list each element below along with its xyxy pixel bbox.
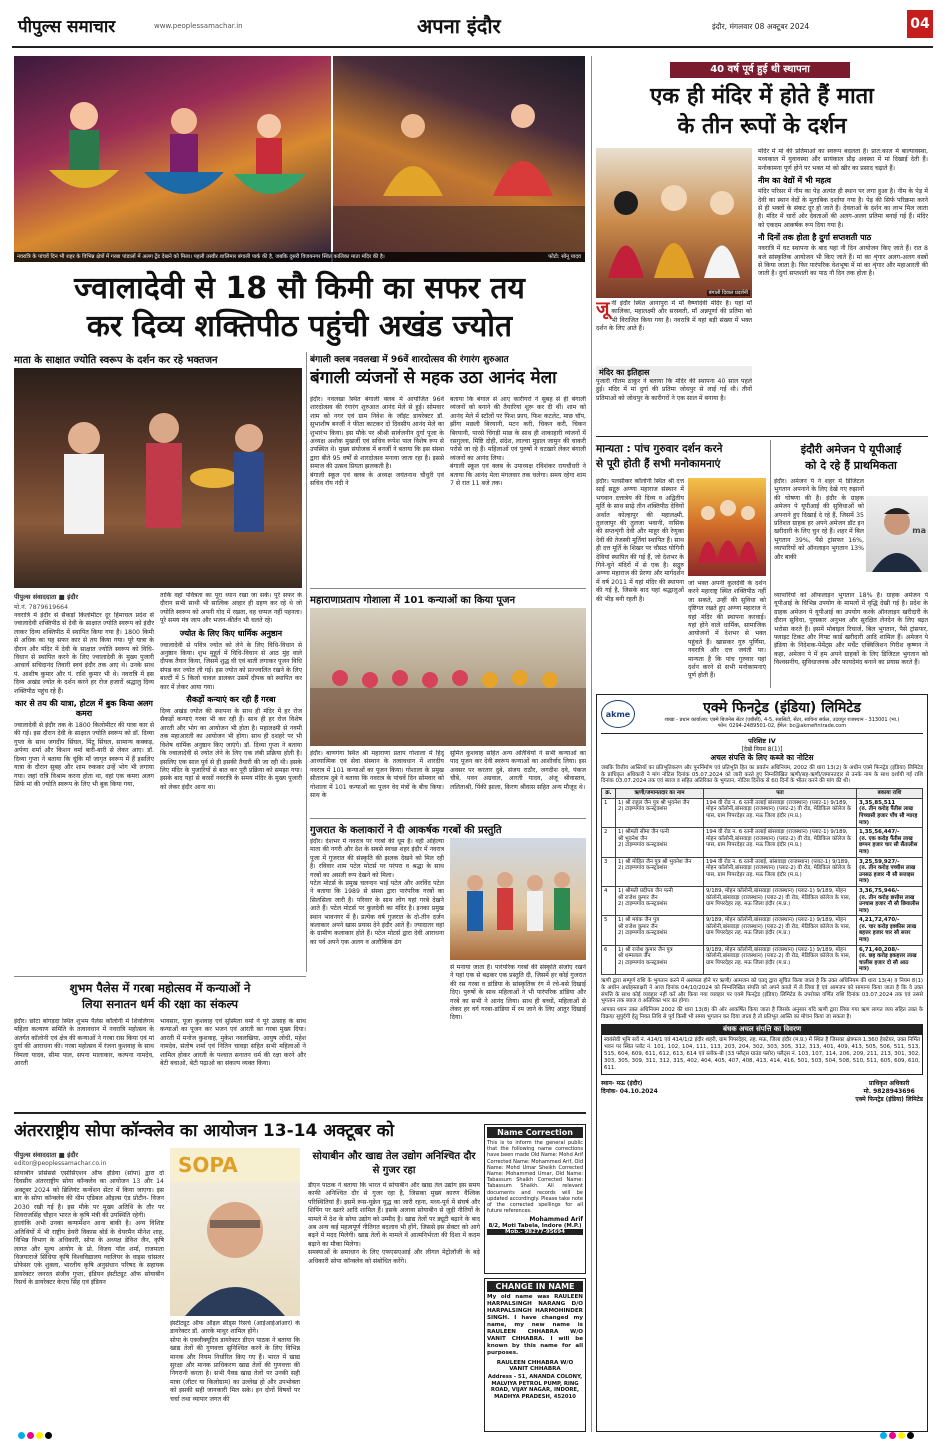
change-name-address: Address - 51, ANANDA COLONY, MALVIYA PETROL PUMP, RING ROAD, VIJAY NAGAR, INDORE, MADHYA PRADESH, 452010 <box>487 1374 583 1400</box>
bengali-kicker: बंगाली क्लब नवलखा में 96वें शारदोत्सव की रंगारंग शुरुआत <box>310 355 509 365</box>
left-col-divider <box>306 352 307 972</box>
table-header-amount: बकाया राशि <box>857 789 923 799</box>
jwala-sub2: ज्योत के लिए किए धार्मिक अनुष्ठान <box>179 628 283 638</box>
shubham-col2: भावसार, पूजा कुशवाह एवं सुस्मिता वर्मा ने पूरे उत्साह के साथ कन्याओं का पूजन कर भजन एवं आरती का गरबा मुख्य दिया। आरती में मनोज कुशवाह, मुकेश नवलखिया, आयुष लोधी, महेश नामदेव, संतोष शर्मा एवं नितिन चावड़ा सहित सभी महिलाओं ने शामिल होकर आरती के पश्चात सनातन धर्म की रक्षा करने और बेटी बचाओ, बेटी पढ़ाओ का संकल्प व्यक्त किया। <box>160 1018 306 1068</box>
notice-para2: आपका ध्यान उक्त अधिनियम 2002 की धारा 13(8) की ओर आकर्षित किया जाता है जिसके अनुसार यदि ऋणी द्वारा लिया गया ऋण लागत व्यय सहित उक्त के विक्रय/ सुपुर्दगी हेतु नियत तिथि से पूर्व किसी भी समय भुगतान कर दिया जाता है तो प्रतिभूत आस्ति का मोचन किया जा सकता है। <box>601 1007 923 1021</box>
main-headline-line2: कर दिव्य शक्तिपीठ पहुंची अखंड ज्योत <box>86 309 513 344</box>
bengali-col1: इंदौर। नवलखा स्थित बंगाली क्लब में आयोजित 96वें शारदोत्सव की रंगारंग शुरुआत आनंद मेले से हुई। सोमवार शाम को नगर एवं ग्राम निवेश के जॉइंट डायरेक्टर डॉ. सुभाशीष बनर्जी ने फीता काटकर दो दिवसीय आनंद मेले का शुभारंभ किया। इस मौके पर श्रीश्री सार्वजनीन दुर्गा पूजा के अध्यक्ष अशोक मुखर्जी एवं सचिव रूपेश पाल विशेष रूप से उपस्थित थे। मुख्य संयोजक में बनर्जी ने बताया कि इस संस्था द्वारा बीते 95 वर्षों से शारदोत्सव मनाया जाता रहा है। इससे समाज की उत्सव प्रियता झलकती है। बंगाली स्कूल एवं क्लब के अध्यक्ष जयंतनाथ चौधुरी एवं सचिव रॉय नंदी ने <box>310 396 444 488</box>
row-number: 3 <box>602 857 616 886</box>
sopa-photo <box>170 1148 300 1316</box>
table-row <box>602 886 923 915</box>
name-correction-mobile: Mob.- 98277-95694 <box>487 1229 583 1235</box>
outstanding-amount: 3,35,85,511 (रु. तीन करोड़ पैंतीस लाख पिच्चासी हजार पाँच सौ ग्यारह मात्र) <box>857 798 923 827</box>
shubham-rule <box>14 976 306 977</box>
masthead-rule <box>12 46 933 48</box>
possession-notice <box>596 694 928 1432</box>
thursday-headline-line1: मान्यता : पांच गुरुवार दर्शन करने <box>596 443 723 455</box>
change-name-title: CHANGE IN NAME <box>487 1281 583 1292</box>
dateline: इंदौर, मंगलवार 08 अक्टूबर 2024 <box>712 22 810 31</box>
borrowers-table <box>601 788 923 975</box>
notice-company: एक्मे फिनट्रेड (इंडिया) लिमिटेड <box>703 700 861 716</box>
thursday-headline-line2: से पूरी होती हैं सभी मनोकामनाएं <box>596 458 721 470</box>
notice-auth: प्राधिकृत अधिकारी <box>869 1079 910 1087</box>
temple-headline-line1: एक ही मंदिर में होते हैं माता <box>650 84 874 109</box>
upi-photo-tag: ma <box>912 526 926 535</box>
thursday-rule <box>596 436 928 437</box>
jwala-col1: नवरात्रि में इंदौर से सैकड़ों किलोमीटर दूर हिमाचल प्रदेश से ज्वालादेवी शक्तिपीठ से देवी के साक्षात ज्योति स्वरूप को इंदौर लाकर दिव्य शक्तिपीठ में स्थापित किया गया है। 1800 किमी से अधिक का यह सफर कार से तय किया गया। पूरे यात्रा के दौरान और मंदिर में देवी के साक्षात ज्योति स्वरूप को विधि-विधान से स्थापित करने के लिए ज्वालादेवी के मुख्य पुजारी आचार्य सचिदानंद तिवारी स्वयं इंदौर तक आए थे। उनके साथ पं. आशीष कुमार और पं. राशि कुमार भी थे। नवरात्रि में इस दिव्य अखंड ज्योत के दर्शन करने हर रोज हजारों श्रद्धालु दिव्य शक्तिपीठ पहुंच रहे हैं। कार से तय की यात्रा, होटल में बुक किया अलग कमरा ज्वालादेवी से इंदौर तक के 1800 किलोमीटर की यात्रा कार से की गई। इस दौरान देवी के साक्षात ज्योति स्वरूप को डॉ. दिव्या गुप्ता के साथ जगदीप सिंघल, मिंटू सिंघल, सामान्य कक्कड़, अर्पणा शर्मा और किशन वर्मा बारी-बारी से लेकर आए। डॉ. दिव्या गुप्ता ने बताया कि चूंकि माँ जागृत स्वरूप में हैं इसलिए यात्रा के दौरान सुबह और शाम रुककर उन्हें भोग भी लगाया गया। जहां रात्रि विश्राम करना होता था, वहां एक कमरा अलग सिर्फ मां की ज्योति स्वरूप के लिए भी बुक किया गया, <box>14 612 154 788</box>
temple-history: पुजारी गौतम ठाकुर ने बताया कि मंदिर की स्थापना 40 साल पहले हुई। मंदिर में मां दुर्गा की प्रतिमा जोधपुर से लाई गई थी। तीनों प्रतिमाओं को जोधपुर के कारीगरों ने एक साल में बनाया है। <box>596 378 752 402</box>
change-name-signer: RAULEEN CHHABRA W/O VANIT CHHABRA <box>496 1360 574 1372</box>
borrower-address: 9/189, मोहन कॉलोनी,बांसवाड़ा (राजस्थान) (प्लाट-1) 9/189, मोहन कॉलोनी,बांसवाड़ा (राजस्थान) (प्लाट-2) वी रोड, मेडिकिल कॉलेज के पास, ग्राम पिपरदेहर तह. मऊ जिला इंदौर (म.प्र.) <box>704 945 857 974</box>
bengali-col2: बताया कि बंगाल से आए कारीगरों ने सुबह से ही बंगाली व्यंजनों को बनाने की तैयारियां शुरू कर दी थीं। शाम को आनंद मेले में स्टॉलों पर फिश फ्राय, फिश कटलेट, माछ चॉप, झींगा मछली बिरयानी, मटन करी, चिकन करी, चिकन बिरयानी, पारसे चिंगड़ी माछ के साथ ही शाकाहारी व्यंजनों में रसगुल्ला, मिष्टि दोही, संदेश, लाल्चा मुड़ाल जामुन की चाकरी परोसे जा रहे हैं। महिलाओं एवं पुरुषों ने चटखारे लेकर बंगाली व्यंजनों का आनंद लिया। बंगाली स्कूल एवं क्लब के उपाध्यक्ष रविशंकर रायचौधरी ने बताया कि आनंद मेला मंगलवार तक चलेगा। समय रहेगा शाम 7 से रात 11 बजे तक। <box>450 396 586 488</box>
website-url[interactable]: www.peoplessamachar.in <box>154 22 243 30</box>
notice-auth-company: एक्मे फिनट्रेड (इंडिया) लिमिटेड <box>855 1095 923 1103</box>
garba-photo-left <box>14 56 331 262</box>
notice-auth-mobile: मो. 9828943696 <box>863 1087 915 1095</box>
temple-photo <box>596 148 752 298</box>
temple-sub-neem: नीम का वेद्यों में भी महत्व <box>758 176 832 186</box>
sopa-col3: डीएन पाठक ने बताया कि भारत में सोयाबीन और खाद्य तेल उद्योग इस समय काफी अनिश्चित दौर से गुजर रहा है, जिसका मुख्य कारण वैश्विक परिस्थितियां हैं। इसमें रूस-यूक्रेन युद्ध का जारी रहना, मध्य-पूर्व में संघर्ष और शिपिंग पर खतरे आदि शामिल हैं। इसके अलावा सोयाबीन से जुड़ी नीतियों के मामले में देश के सोया उद्योग को उम्मीद है। खाद्य तेलों पर ड्यूटी बढ़ाने के बाद अब अन्य कई महत्वपूर्ण नीतिगत बदलाव भी होंगे, जिससे इस सेक्टर को आगे बढ़ने में मदद मिलेगी। खाद्य तेलों के मामले में आत्मनिर्भरता की दिशा में कदम बढ़ाने का मौका मिलेगा। समस्याओं के समाधान के लिए एफएसएआई और लीगल मेट्रोलॉजी के बड़े अधिकारी सोपा कॉन्क्लेव को संबोधित करेंगे। <box>308 1182 480 1265</box>
upi-col2: व्यापारियों को ऑफलाइन भुगतान 18% है। ग्राहक अमेजन पे यूपीआई के विभिन्न उपयोग के मामलों में वृद्धि देखी गई है। प्रदेश के ग्राहक अमेजन पे यूपीआई का उपयोग करके ऑनलाइन खरीदारी के दौरान सुविधा, पुरस्कार अनुभव और सुरक्षित लेनदेन के लिए बढ़त भरोसा करते हैं। इसमें मोबाइल रिचार्ज, बिल भुगतान, पैसे ट्रांसफर, फ्लाइट टिकट और गिफ्ट कार्ड खरीदारी आदि शामिल हैं। अमेजन पे इंडिया के निदेशक-पेमेंट्स और मर्चेंट एक्विजिशन गिरीश कृष्णन ने कहा, अमेजन पे में हम अपने ग्राहकों के लिए डिजिटल भुगतान को विश्वसनीय, सुविधाजनक और फायदेमंद बनाने का प्रयास करते हैं। <box>774 592 928 667</box>
sopa-byline: पीपुल्स संवाददाता ■ इंदौर <box>14 1151 79 1159</box>
temple-drop-cap: जू <box>596 300 610 319</box>
notice-title: अचल संपत्ति के लिए कब्जे का नोटिस <box>710 752 814 762</box>
table-row <box>602 857 923 886</box>
outstanding-amount: 4,21,72,470/- (रु. चार करोड़ इक्कीस लाख बहत्तर हजार चार सौ सत्तर मात्र) <box>857 916 923 945</box>
row-number: 6 <box>602 945 616 974</box>
notice-intro: जबकि वित्तीय आस्तियों का प्रतिभूतिकरण और पुनर्निर्माण एवं प्रतिभूति हित का प्रवर्तन अधिनियम, 2002 की धारा 13(2) के अधीन एक्मे फिनट्रेड (इंडिया) लिमिटेड के प्राधिकृत अधिकारी ने मांग नोटिस दिनांक 05.07.2024 को जारी करते हुए निम्नलिखित ऋणी/सह-ऋणी/जमानतदार से उनके नाम के साथ दर्शायी गई राशि दिनांक 03.07.2024 तक एवं ब्याज व सहित अतिरिक्त के भुगतान, नोटिस दिनांक से 60 दिनों के भीतर करने की मांग की थी। <box>601 764 923 785</box>
notice-office: शाखा - प्रधान कार्यालय: एक्मे बिजनेस सेंटर (एबीसी), 4-5, सबसिटी, सेंटर, साविना सर्कल, उदयपुर राजस्थान - 313001 (भा.) <box>664 717 900 723</box>
sopa-rule <box>14 1112 586 1114</box>
temple-intro: जू नी इंदौर स्थित आनापुरा में माँ वैष्णोदेवी मंदिर है। यहां माँ कालिका, महालक्ष्मी और सरस्वती, माँ अन्नपूर्णा की प्रतिमा को भी विराजित किया गया है। नवरात्रि में यहां बड़ी संख्या में भक्त दर्शन के लिए आते हैं। <box>596 300 752 333</box>
photo-credit: फोटो: सोनू यादव <box>548 254 581 260</box>
name-correction-body: This is to inform the general public that the following name corrections have been made Old Name: Mohd Arif Corrected Name: Mohammed Arif, Old Name: Mohd Umar Sheikh Corrected Name: Mohammed Umar, Old Name: Tabassum Shaikh Corrected Name: Tabassum Shaikh. All relevant documents and records will be updated accordingly. Please take note of the corrected spellings for all future references. <box>487 1140 583 1215</box>
sopa-director-portrait <box>170 1148 300 1316</box>
notice-place: स्थान- मऊ (इंदौर) <box>601 1079 643 1087</box>
registration-marks-left <box>18 1432 52 1442</box>
borrower-name: 1) श्री राहुल जैन पुत्र श्री भुवनेश जैन 2) टाइम्पगांव कन्स्ट्रक्शंस <box>616 798 704 827</box>
jwala-ceremony-illustration <box>14 368 302 588</box>
kanya-pujan-illustration <box>310 608 586 746</box>
upi-headline <box>774 442 928 474</box>
upi-photo <box>866 496 928 572</box>
thursday-headline <box>596 442 766 472</box>
outstanding-amount: 1,35,56,447/- (रु. एक करोड़ पैंतीस लाख छप्पन हजार चार सौ सैंतालीस मात्र) <box>857 828 923 857</box>
goshala-rule <box>310 588 586 589</box>
gujarat-col2: से मनाया जाता है। पारंपरिक गरबों की संस्कृति संजोए रखने ने यहां एक से बढ़कर एक प्रस्तुति दी, जिसमें हर कोई गुजरात की रस गरबा व डांडिया के सांस्कृतिक रंग में रचे-बसे दिखाई दिए। पुरुषों के साथ महिलाओं ने भी पारंपरिक डांडिया और गरबे का सभी ने आनंद लिया। साथ ही बच्चों, महिलाओं से लेकर हर वर्ग गरबा-डांडिया में रम जाने के लिए आतुर दिखाई दिया। <box>450 964 586 1022</box>
garba-dancers-illustration <box>14 56 331 262</box>
name-correction-signer: Mohammed Arif <box>529 1216 583 1224</box>
notice-date: दिनांक- 04.10.2024 <box>601 1087 658 1095</box>
borrower-address: 9/189, मोहन कॉलोनी,बांसवाड़ा (राजस्थान) (प्लाट-1) 9/189, मोहन कॉलोनी,बांसवाड़ा (राजस्थान) (प्लाट-2) वी रोड, मेडिकिल कॉलेज के पास, ग्राम पिपरदेहर तह. मऊ जिला इंदौर (म.प्र.) <box>704 916 857 945</box>
gujarat-headline: गुजरात के कलाकारों ने दी आकर्षक गरबों की प्रस्तुति <box>310 825 502 836</box>
garba-photo-right <box>333 56 585 262</box>
jwala-col2: ताकि वहां पवित्रता का पूरा ध्यान रखा जा सके। पूरे सफर के दौरान सभी साथी भी सात्विक आहार ही ग्रहण कर रहे थे जो ज्योति स्वरूप को अपनी गोद में रखता, वह चप्पल नहीं पहनता। पूरे समय मंत्र जाप और भजन-कीर्तन भी चलते रहे। ज्योत के लिए किए धार्मिक अनुष्ठान ज्वालादेवी से पवित्र ज्योत को लेने के लिए विधि-विधान से अनुष्ठान किया। शुभ मुहूर्त में विधि-विधान से आठ मुंह वाले दीपक तैयार किया, जिसमें शुद्ध घी एवं बाती लगाकर पूजन विधि संपन्न कर ज्योत ली गई। इस ज्योत को प्रज्ज्वलित रखने के लिए बाल्टी में 5 किलो चावल डालकर उसमें दीपक को स्थापित कर कार में लेकर आया गया। सैकड़ों कन्याएं कर रही हैं गरबा दिव्य अखंड ज्योत की स्थापना के साथ ही मंदिर में हर रोज सैकड़ों कन्याएं गरबा भी कर रही हैं। साथ ही हर रोज विशेष आरती और भोग का आयोजन भी होता है। महालक्ष्मी से नवमी तक महाआरती का आयोजन भी होगा। साथ ही दशहरे पर भी विशेष धार्मिक अनुष्ठान किए जाएंगे। डॉ. दिव्या गुप्ता ने बताया कि ज्वालादेवी से ज्योत लेने के लिए एक लंबी प्रक्रिया होती है। इसलिए एक साल पूर्व से ही इसकी तैयारी की जा रही थी। इसके लिए मंदिर के पुजारियों से बात कर पूरी प्रक्रिया को समझा गया। इसके बाद यहां से बरसों नवरात्रि के समय मंदिर के मुख्य पुजारी को लेकर इंदौर आना था। <box>160 592 302 791</box>
brand-logo: पीपुल्स समाचार <box>18 17 116 37</box>
temple-kicker: 40 वर्ष पूर्व हुई थी स्थापना <box>670 62 850 78</box>
outstanding-amount: 3,25,59,927/- (रु. तीन करोड़ पच्चीस लाख उनसठ हजार नौ सौ सत्ताइस मात्र) <box>857 857 923 886</box>
photo-caption-bar <box>14 252 585 262</box>
three-goddess-idols-illustration <box>596 148 752 298</box>
change-name-box <box>484 1278 586 1432</box>
temple-headline <box>596 82 928 142</box>
shubham-headline-line1: शुभम पैलेस में गरबा महोत्सव में कन्याओं ने <box>69 981 251 995</box>
thursday-col2: जो भक्त अपनी कुलदेवी के दर्शन करने महाराष्ट्र स्थित शक्तिपीठ नहीं जा सकते, उन्हीं की सुविधा को दृष्टिगत रखते हुए अण्णा महाराज ने यहां मंदिर की स्थापना करवाई। यहां होने वाले धार्मिक, सामाजिक आयोजनों में देशभर से भक्त पहुंचते हैं। खासकर गुरु पूर्णिमा, नवरात्रि और दत्त जयंती पर। मान्यता है कि पांच गुरुवार यहां दर्शन करने से सभी मनोकामनाएं पूर्ण होती हैं। <box>688 580 766 680</box>
jwala-photo <box>14 368 302 588</box>
main-headline-line1: ज्वालादेवी से 18 सौ किमी का सफर तय <box>74 271 525 306</box>
thursday-photo <box>688 478 766 576</box>
gujarati-artists-illustration <box>450 838 586 960</box>
registration-marks-right <box>880 1432 914 1442</box>
sopa-email[interactable]: editor@peoplessamachar.co.in <box>14 1160 107 1167</box>
table-header-address: पता <box>704 789 857 799</box>
notice-schedule-title: बंधक अचल संपत्ति का विवरण <box>601 1024 923 1034</box>
sopa-col2: इंस्टीट्यूट ऑफ ऑइल सीड्स रिसर्च (आईआईओआर) के डायरेक्टर डॉ. आरके माथुर शामिल होंगे। सोपा के एक्जीक्यूटिव डायरेक्टर डीएन पाठक ने बताया कि खाद्य तेलों की गुणवत्ता सुनिश्चित करने के लिए विभिन्न मानक और नियम निर्धारित किए गए हैं। भारत में खाद्य सुरक्षा और मानक प्राधिकरण खाद्य तेलों की गुणवत्ता की निगरानी करता है। सभी पैक्ड खाद्य तेलों पर उनकी सही मात्रा (लीटर या किलोग्राम) का उल्लेख हो और उपभोक्ता को इसकी सही जानकारी मिल सके। इन दोनों विषयों पर चर्चा तथा व्यापार जगत की <box>170 1320 300 1403</box>
notice-rule: [देखें नियम 8(1)] <box>741 745 783 753</box>
upi-headline-line2: को दे रहे हैं प्राथमिकता <box>805 459 897 472</box>
goshala-photo <box>310 608 586 746</box>
table-row <box>602 945 923 974</box>
notice-para1: ऋणी द्वारा सम्पूर्ण राशि के भुगतान करने में असफल होने पर ऋणी/ आमजन को एतद् द्वारा सूचित किया जाता है कि उक्त अधिनियम की धारा 13(4) व नियम 8(1) के अधीन अधोहस्ताक्षरी ने आज दिनांक 04/10/2024 को निम्नलिखित संपत्ति को अपने कब्जे में ले लिया है एवं आमजन को सामान्य किया जाता है कि वे उक्त संपत्ति के साथ कोई व्यवहार नहीं करें और किया गया व्यवहार पर एक्मे फिनट्रेड (इंडिया) लिमिटेड के उपरोक्त वर्णित राशि दिनांक 03.07.2024 तक एवं उससे भुगतान तक ब्याज व अतिरिक्त भार का होगा। <box>601 978 923 1005</box>
temple-sub-history: मंदिर का इतिहास <box>596 366 752 379</box>
notice-appendix: परिशिष्ट IV <box>748 736 776 745</box>
shubham-headline-line2: लिया सनातन धर्म की रक्षा का संकल्प <box>81 997 239 1011</box>
notice-schedule: स्वयंसेवी भूमि सर्वे नं. 414/1 एवं 414/1/2 इंदौर शहरी, ग्राम पिपरदेहर, तह. मऊ, जिला इंदौर (म.प्र.) में स्थित है जिसका क्षेत्रफल 1.360 हेक्टेयर, उक्त निर्मित भवन पर स्थित प्लॉट नं. 101, 102, 104, 111, 113, 203, 204, 302, 303, 305, 312, 313, 401, 409, 413, 505, 506, 511, 513, 515, 604, 609, 611, 612, 613, 614 एवं ब्लॉक-बी (33 फ्लैट्स ग्राउंड फ्लोर) फ्लैट्स नं. 103, 107, 114, 206, 209, 211, 213, 301, 302, 303, 305, 309, 311, 312, 315, 402, 404, 405, 407, 408, 413, 414, 416, 501, 503, 504, 508, 510, 511, 605, 609, 610, 611. <box>601 1034 923 1075</box>
outstanding-amount: 3,36,75,946/- (रु. तीन करोड़ छत्तीस लाख उनचास हजार नौ सौ छियालीस मात्र) <box>857 886 923 915</box>
gujarat-col1: इंदौर। देशभर में नवरात्र पर गरबों की धूम है। वहीं अहिल्या माता की नगरी और देश के सबसे स्वच्छ शहर इंदौर में नवरात्र पूजा में गुजरात की संस्कृति की झलक देखने को मिल रही है। रविवार शाम पटेल मोटर्स पर परंपरा व श्रद्धा के साथ गरबों का असली रूप देखने को मिला। पटेल मोटर्स के प्रमुख चलन्दन भाई पटेल और अरविंद पटेल ने बताया कि 1989 से संस्था द्वारा पारंपरिक गरबों का सिलसिला जारी है। परिवार के साथ लोग यहां गरबे देखने आते हैं। पटेल मोटर्स पर कुलदेवी का मंदिर है। इनका प्रमुख स्थान भावनगर में है। प्रत्येक वर्ष गुजरात के दो-तीन दर्जन कलाकार अपने खास प्रयास देने इंदौर आते हैं। ज्यादातर वहां के ग्रामीण कलाकार होते हैं। पटेल मोटर्स द्वारा देवी आराधना का पर्व अपने एक अलग व अलौकिक ढंग <box>310 838 444 946</box>
sopa-col1: सोयाबीन प्रोसेसर्स एसोसिएशन ऑफ इंडिया (सोपा) द्वारा दो दिवसीय अंतरराष्ट्रीय सोया कॉन्क्लेव का आयोजन 13 और 14 अक्टूबर 2024 को ब्रिलियंट कन्वेंशन सेंटर में किया जाएगा। इस बार के सोपा कॉन्क्लेव की थीम एडिबल ऑइल्स एंड प्रोटीन- विजन 2030 रखी गई है। इस मौके पर मुख्य अतिथि के तौर पर शिवराजसिंह चौहान भारत के कृषि मंत्री की उपस्थिति रहेगी। हालांकि अभी उनका कन्फर्मेशन आना बाकी है। अन्य विशिष्ट अतिथियों में भी राष्ट्रीय डेयरी विकास बोर्ड के चेयरमैन मीनेश शाह, विभिन्न विभाग के अधिकारी, सोपा के अध्यक्ष डेविश जैन, कृषि लागत और मूल्य आयोग के प्रो. विजय पॉल शर्मा, राजमाता विजयाराजे सिंधिया कृषि विश्वविद्यालय ग्वालियर के वाइस चांसलर प्रोफेसर एके शुक्ला, भारतीय कृषि अनुसंधान परिषद के सहायक डायरेक्टर जनरल संजीव गुप्ता, इंडियन इंस्टीट्यूट ऑफ सोयाबीन रिसर्च के डायरेक्टर केएच सिंह एवं इंडियन <box>14 1170 164 1287</box>
main-headline <box>14 270 585 346</box>
row-number: 5 <box>602 916 616 945</box>
sopa-subhead: सोयाबीन और खाद्य तेल उद्योग अनिश्चित दौर से गुजर रहा <box>312 1151 476 1176</box>
jwala-byline: पीपुल्स संवाददाता ■ इंदौर <box>14 593 79 601</box>
svg-text:SOPA: SOPA <box>178 1153 238 1177</box>
akme-logo-text: akme <box>605 709 631 719</box>
upi-headline-line1: इंदौरी अमेजन पे यूपीआई <box>800 443 902 456</box>
devi-idols-illustration <box>688 478 766 576</box>
temple-sub-nine: नौ दिनों तक होता है दुर्गा सप्तशती पाठ <box>758 233 872 243</box>
goshala-col2: सुमित कुशवाह सहित अन्य अतिथियों ने सभी कन्याओं का पाद पूजन कर देवी स्वरूप कन्याओं का आशीर्वाद लिया। इस अवसर पर करतार दुबे, संजय राठौर, जगदीश दवे, पंकज चौबे, पवन अग्रवाल, आरती यादव, अंजू श्रीवास्तव, ललिताश्री, पिंकी झाला, किरण श्रीवास सहित अन्य मौजूद थे। <box>450 750 586 791</box>
gujarat-photo <box>450 838 586 960</box>
borrower-name: 1) श्री मोहित जैन पुत्र श्री भुवनेश जैन 2) टाइम्पगांव कन्स्ट्रक्शंस <box>616 857 704 886</box>
goshala-headline: महाराणाप्रताप गोशाला में 101 कन्याओं का किया पूजन <box>310 595 516 606</box>
jwala-subhead: माता के साक्षात ज्योति स्वरूप के दर्शन कर रहे भक्तजन <box>14 355 218 366</box>
outstanding-amount: 6,71,40,208/- (रु. छह करोड़ इकहत्तर लाख चालीस हजार दो सौ आठ मात्र) <box>857 945 923 974</box>
name-correction-box <box>484 1124 586 1274</box>
shubham-col1: इंदौर। छोटा बांगड़दा स्थित शुभम पैलेस कॉलोनी में शिवलिंगम महिला कल्याण समिति के तत्वावधान में नवरात्रि महोत्सव के अंतर्गत कॉलोनी एवं क्षेत्र की कन्याओं ने गरबा रास किया एवं मां दुर्गा की आराधना की। गरबा महोत्सव में रंजना कुशवाह के साथ विमला यादव, सीमा पाल, सपना मालाकार, कल्पना नामदेव, आरती <box>14 1018 154 1068</box>
temple-right-col: मंदिर में मां की प्रतिमाओं का स्वरूप बदलता है। प्रात:काल में बाल्यावस्था, मध्यकाल में युवावस्था और सायंकाल प्रौढ़ अवस्था में मां दिखाई देती हैं। मनोकामना पूर्ण होने पर भक्त मां को खीर का प्रसाद चढ़ाते हैं। नीम का वेद्यों में भी महत्व मंदिर परिसर में नीम का पेड़ अत्यंत ही स्थान पर लगा हुआ है। नीम के पेड़ में देवी का स्थान वेदों के मुताबिक दर्शाया गया है। पेड़ की सिर्फ परिक्रमा करने से ही भक्तों के संकट दूर हो जाते हैं। देवताओं के दर्शन का लाभ मिल जाता है। मंदिर में चारों ओर देवताओं की अलग-अलग प्रतिमा बनाई गई हैं। मंदिर को एकदम आकर्षक रूप दिया गया है। नौ दिनों तक होता है दुर्गा सप्तशती पाठ नवरात्रि में घट स्थापना के बाद यहां नौ दिन आयोजन किए जाते हैं। रात 8 बजे सांस्कृतिक आयोजन भी किए जाते हैं। मां का शृंगार अलग-अलग वस्त्रों से किया जाता है। फिर पारंपरिक वेशभूषा में मां का शृंगार और महाआरती की जाती है। दुर्गा सप्तशती का पाठ नौ दिन तक होता है। <box>758 148 928 278</box>
borrower-name: 1) श्रीमती प्रदीप्ता जैन पत्नी श्री राजेश कुमार जैन 2) टाइम्पगांव कन्स्ट्रक्शंस <box>616 886 704 915</box>
goshala-col1: इंदौर। बाणगंगा स्थित श्री महाराणा प्रताप गोशाला में हिंदू आध्यात्मिक एवं सेवा संस्थान के तत्वावधान में शारदीय नवरात्र में 101 कन्याओं का पूजन किया। गोशाला के प्रमुख सीताराम दुबे ने बताया कि नवरात्र के पांचवें दिन सोमवार को गोशाला में 101 कन्याओं का पूजन वेद मंत्रों के बीच किया। साथ के <box>310 750 444 800</box>
shubham-headline <box>14 980 306 1012</box>
thursday-col1: इंदौर। पलसीकर कॉलोनी स्थित श्री दत्त साईं सद्गुरु अण्णा महाराज संस्थान में भगवान दत्तात्रेय की दिव्य व अद्वितीय मूर्ति के साथ साढ़े तीन शक्तिपीठ देवियों अर्थात कोल्हापुर की महालक्ष्मी, तुलजापुर की तुलजा भवानी, नासिक की सप्तशृंगी देवी और माहूर की रेणुका देवी की तेजस्वी मूर्तियां स्थापित हैं। साथ ही दत्त मूर्ति के शिखर पर चौसठ योगिनी देवियां स्थापित की गई हैं, जो देशभर के गिने-चुने मंदिरों में से एक है। सद्गुरु अण्णा महाराज की प्रेरणा और मार्गदर्शन में वर्ष 2011 में यहां मंदिर की स्थापना की गई है, जिसके बाद यहां श्रद्धालुओं की भीड़ बनी रहती है। <box>596 478 684 603</box>
table-row <box>602 916 923 945</box>
main-col-divider <box>591 56 592 1432</box>
akme-logo <box>601 700 635 728</box>
borrower-address: 194 वी रोड न. 6 रतनी तलाई, बांसवाड़ा (राजस्थान) (प्लाट-1) 9/189, मोहन कॉलोनी,बांसवाड़ा (राजस्थान) (प्लाट-2) वी रोड, मेडिकिल कॉलेज के पास, ग्राम पिपरदेहर तह. मऊ जिला इंदौर (म.प्र.) <box>704 857 857 886</box>
table-row <box>602 798 923 827</box>
gujarat-rule <box>310 818 586 819</box>
borrower-name: 1) श्रीमती सीमा जैन पत्नी श्री भुवनेश जैन 2) टाइम्पगांव कन्स्ट्रक्शंस <box>616 828 704 857</box>
borrower-name: 1) श्री राजेश कुमार जैन पुत्र श्री धम्मलाल जैन 2) टाइम्पगांव कन्स्ट्रक्शंस <box>616 945 704 974</box>
page-number: 04 <box>907 10 933 38</box>
masthead <box>12 10 933 42</box>
borrower-address: 194 वी रोड न. 6 रतनी तलाई बांसवाड़ा (राजस्थान) (प्लाट-1) 9/189, मोहन कॉलोनी,बांसवाड़ा (राजस्थान) (प्लाट-2) वी रोड, मेडिकिल कॉलेज के पास, ग्राम पिपरदेहर तह. मऊ जिला इंदौर (म.प्र.) <box>704 828 857 857</box>
sopa-headline: अंतरराष्ट्रीय सोपा कॉन्क्लेव का आयोजन 13-14 अक्टूबर को <box>14 1121 395 1141</box>
name-correction-title: Name Correction <box>487 1127 583 1138</box>
photo-caption: नवरात्रि के पांचवें दिन भी शहर के विभिन्न क्षेत्रों में गरबा पांडालों में अलग ट्रेंड देखने को मिला। पहली तस्वीर शालिमार बंगाली पार्क की है, जबकि दूसरी विजयनगर स्थित कालिका माता मंदिर की है। <box>17 254 385 260</box>
row-number: 4 <box>602 886 616 915</box>
temple-headline-line2: के तीन रूपों के दर्शन <box>677 114 847 139</box>
table-header-no: क्र. <box>602 789 616 799</box>
jwala-sub3: सैकड़ों कन्याएं कर रही हैं गरबा <box>186 695 276 705</box>
borrower-name: 1) श्री मयंक जैन पुत्र श्री राजेश कुमार जैन 2) टाइम्पगांव कन्स्ट्रक्शंस <box>616 916 704 945</box>
garba-performers-illustration <box>333 56 585 262</box>
table-row <box>602 828 923 857</box>
table-header-name: ऋणी/जमानतदार का नाम <box>616 789 704 799</box>
name-correction-address: 8/2, Moti Tabela, Indore (M.P.) <box>488 1223 582 1230</box>
row-number: 2 <box>602 828 616 857</box>
jwala-mobile: मो.नं. 7879619664 <box>14 604 69 611</box>
section-title: अपना इंदौर <box>417 14 501 38</box>
upi-divider <box>770 440 771 688</box>
row-number: 1 <box>602 798 616 827</box>
jwala-sub1: कार से तय की यात्रा, होटल में बुक किया अलग कमरा <box>15 699 153 719</box>
upi-col1: इंदौर। अमेजन पे ने शहर में डिजिटल भुगतान अपनाने के लिए देखे गए रुझानों की घोषणा की है। इंदौर के ग्राहक अमेजन पे यूपीआई की सुविधाओं को अपनाने हुए दिखाई दे रहे हैं, जिसमें 35 प्रतिशत ग्राहक हर अपने अमेजन डॉट इन खरीदारी के लिए चुन रहे हैं। शहर में बिल भुगतान 39%, पैसे ट्रांसफर 16%, व्यापारियों को ऑनलाइन भुगतान 13% और बाकी <box>774 478 864 561</box>
borrower-address: 9/189, मोहन कॉलोनी,बांसवाड़ा (राजस्थान) (प्लाट-1) 9/189, मोहन कॉलोनी,बांसवाड़ा (राजस्थान) (प्लाट-2) वी रोड, मेडिकिल कॉलेज के पास, ग्राम पिपरदेहर तह. मऊ जिला इंदौर (म.प्र.) <box>704 886 857 915</box>
bengali-headline: बंगाली व्यंजनों से महक उठा आनंद मेला <box>310 368 557 388</box>
change-name-body: My old name was RAULEEN HARPALSINGH NARANG D/O HARPALSINGH HARMOHINDER SINGH. I have changed my name, my new name is RAULEEN CHHABRA W/O VANIT CHHABRA. I will be known by this name for all purposes. <box>487 1294 583 1356</box>
borrower-address: 194 वी रोड न. 6 रतनी तलाई बांसवाड़ा (राजस्थान) (प्लाट-1) 9/189, मोहन कॉलोनी,बांसवाड़ा (राजस्थान) (प्लाट-2) वी रोड, मेडिकिल कॉलेज के पास, ग्राम पिपरदेहर तह. मऊ जिला इंदौर (म.प्र.) <box>704 798 857 827</box>
temple-photo-tag: बंगाली दिवाल प्रदर्शनी <box>708 290 748 296</box>
notice-contact: फोन: 0294-2489501-02, ईमेल: bc@akmefintrade.com <box>717 723 847 730</box>
